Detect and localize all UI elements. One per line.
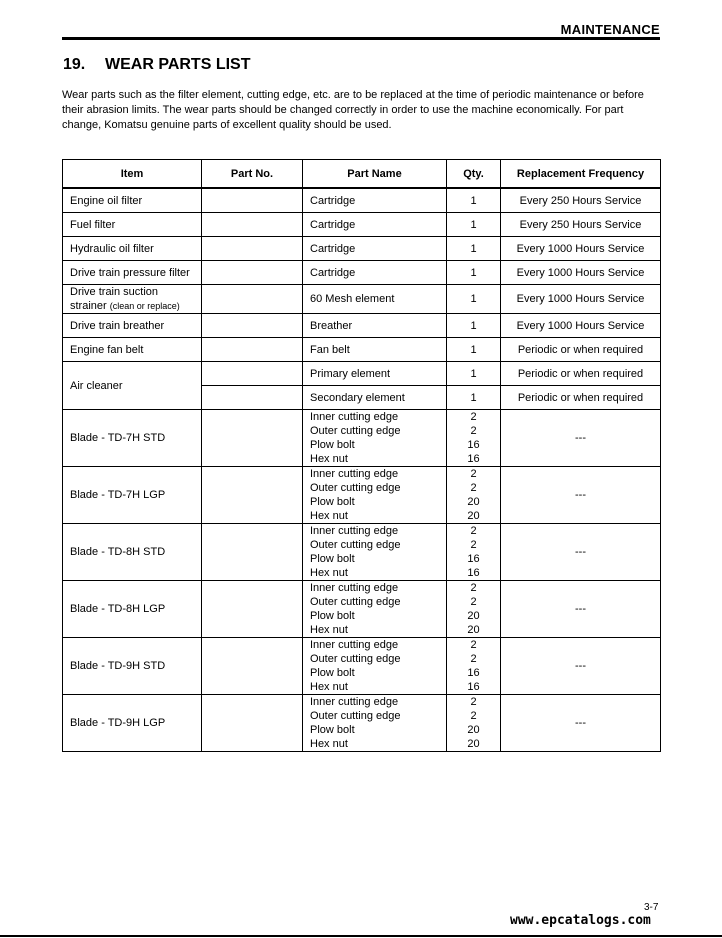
part-line: Outer cutting edge [310, 653, 401, 665]
part-line: Plow bolt [310, 553, 355, 565]
part-line: Hex nut [310, 510, 348, 522]
table-row [63, 467, 661, 524]
cell-part-name: Primary element [303, 362, 447, 386]
item-line [70, 299, 194, 313]
qty-line: 20 [467, 624, 480, 636]
qty-line: 20 [467, 510, 480, 522]
item-note: (clean or replace) [109, 301, 180, 311]
table-row [63, 213, 661, 237]
cell-qty: 1 [447, 285, 501, 314]
table-row [63, 338, 661, 362]
part-line: Hex nut [310, 567, 348, 579]
part-line: Inner cutting edge [310, 582, 399, 594]
cell-qty: 1 [447, 362, 501, 386]
cell-item: Blade - TD-7H LGP [63, 467, 202, 524]
cell-item: Blade - TD-9H STD [63, 638, 202, 695]
part-line: Plow bolt [310, 610, 355, 622]
cell-part-name [303, 581, 447, 638]
item-line: Drive train suction [70, 286, 159, 298]
cell-part-no [202, 524, 303, 581]
intro-paragraph: Wear parts such as the filter element, cutting edge, etc. are to be replaced at the time of periodic maintenance or before their abrasion limits. The wear parts should be changed correctly in order to use the machine economically. For part change, Komatsu genuine parts of excellent quality should be used. [62, 89, 644, 131]
cell-frequency: --- [501, 410, 661, 467]
cell-item: Engine fan belt [63, 338, 202, 362]
cell-part-name: Cartridge [303, 237, 447, 261]
page-number: 3-7 [644, 902, 659, 913]
cell-part-name: Cartridge [303, 213, 447, 237]
cell-part-name: Secondary element [303, 386, 447, 410]
cell-frequency: --- [501, 524, 661, 581]
cell-qty [447, 638, 501, 695]
qty-line: 2 [470, 525, 477, 537]
qty-line: 16 [467, 567, 480, 579]
qty-line: 2 [470, 696, 477, 708]
qty-line: 16 [467, 453, 480, 465]
part-line: Hex nut [310, 681, 348, 693]
cell-frequency: Every 1000 Hours Service [501, 261, 661, 285]
cell-frequency: Every 250 Hours Service [501, 213, 661, 237]
item-text: strainer [70, 300, 107, 312]
qty-line: 16 [467, 681, 480, 693]
cell-item: Hydraulic oil filter [63, 237, 202, 261]
part-line: Plow bolt [310, 724, 355, 736]
part-line: Inner cutting edge [310, 696, 399, 708]
table-header-row [63, 160, 661, 189]
table-row [63, 695, 661, 752]
cell-qty: 1 [447, 261, 501, 285]
qty-line: 16 [467, 667, 480, 679]
qty-line: 2 [470, 539, 477, 551]
cell-qty: 1 [447, 338, 501, 362]
part-line: Hex nut [310, 624, 348, 636]
cell-item: Fuel filter [63, 213, 202, 237]
qty-line: 20 [467, 738, 480, 750]
part-line: Inner cutting edge [310, 639, 399, 651]
table-row [63, 237, 661, 261]
cell-frequency: Every 1000 Hours Service [501, 314, 661, 338]
col-header-part-name: Part Name [303, 160, 447, 189]
part-line: Inner cutting edge [310, 411, 399, 423]
cell-part-no [202, 237, 303, 261]
cell-qty: 1 [447, 314, 501, 338]
cell-frequency: Periodic or when required [501, 386, 661, 410]
cell-part-name [303, 695, 447, 752]
col-header-part-no: Part No. [202, 160, 303, 189]
cell-item: Blade - TD-8H LGP [63, 581, 202, 638]
cell-frequency: --- [501, 638, 661, 695]
cell-part-no [202, 285, 303, 314]
cell-qty: 1 [447, 213, 501, 237]
cell-part-no [202, 581, 303, 638]
part-line: Plow bolt [310, 439, 355, 451]
cell-frequency: Every 1000 Hours Service [501, 285, 661, 314]
part-line: Inner cutting edge [310, 525, 399, 537]
cell-item: Air cleaner [63, 362, 202, 410]
qty-line: 2 [470, 425, 477, 437]
cell-qty [447, 410, 501, 467]
cell-qty: 1 [447, 386, 501, 410]
cell-part-name: Cartridge [303, 188, 447, 213]
cell-part-no [202, 467, 303, 524]
cell-part-name: Breather [303, 314, 447, 338]
table-row [63, 524, 661, 581]
part-line: Outer cutting edge [310, 482, 401, 494]
cell-item [63, 285, 202, 314]
cell-part-no [202, 338, 303, 362]
cell-part-no [202, 362, 303, 386]
qty-line: 2 [470, 468, 477, 480]
cell-part-no [202, 386, 303, 410]
cell-part-no [202, 188, 303, 213]
table-row [63, 261, 661, 285]
cell-qty: 1 [447, 237, 501, 261]
cell-part-name: Fan belt [303, 338, 447, 362]
page-title [63, 56, 250, 74]
cell-part-no [202, 410, 303, 467]
watermark-text: www.epcatalogs.com [510, 913, 651, 928]
col-header-frequency: Replacement Frequency [501, 160, 661, 189]
section-title: WEAR PARTS LIST [105, 56, 251, 73]
cell-part-no [202, 261, 303, 285]
cell-part-name [303, 410, 447, 467]
qty-line: 16 [467, 439, 480, 451]
qty-line: 20 [467, 724, 480, 736]
cell-part-name [303, 524, 447, 581]
part-line: Outer cutting edge [310, 539, 401, 551]
table-row [63, 362, 661, 386]
cell-item: Drive train breather [63, 314, 202, 338]
wear-parts-table [62, 159, 661, 752]
table-row [63, 581, 661, 638]
part-line: Outer cutting edge [310, 425, 401, 437]
part-line: Outer cutting edge [310, 596, 401, 608]
cell-item: Blade - TD-7H STD [63, 410, 202, 467]
cell-part-no [202, 638, 303, 695]
table-row [63, 638, 661, 695]
qty-line: 2 [470, 653, 477, 665]
part-line: Outer cutting edge [310, 710, 401, 722]
cell-frequency: --- [501, 581, 661, 638]
qty-line: 20 [467, 610, 480, 622]
table-row [63, 314, 661, 338]
part-line: Plow bolt [310, 667, 355, 679]
cell-qty [447, 581, 501, 638]
cell-qty [447, 524, 501, 581]
qty-line: 2 [470, 482, 477, 494]
cell-qty [447, 695, 501, 752]
table-row [63, 410, 661, 467]
footer-rule [0, 935, 722, 937]
header-rule [62, 37, 660, 40]
cell-part-name [303, 467, 447, 524]
col-header-item: Item [63, 160, 202, 189]
col-header-qty: Qty. [447, 160, 501, 189]
part-line: Hex nut [310, 453, 348, 465]
cell-item: Blade - TD-9H LGP [63, 695, 202, 752]
cell-item: Drive train pressure filter [63, 261, 202, 285]
cell-qty: 1 [447, 188, 501, 213]
cell-qty [447, 467, 501, 524]
part-line: Hex nut [310, 738, 348, 750]
qty-line: 2 [470, 411, 477, 423]
cell-part-no [202, 695, 303, 752]
section-header: MAINTENANCE [560, 22, 660, 37]
qty-line: 20 [467, 496, 480, 508]
part-line: Inner cutting edge [310, 468, 399, 480]
cell-frequency: Every 1000 Hours Service [501, 237, 661, 261]
qty-line: 2 [470, 582, 477, 594]
cell-frequency: --- [501, 467, 661, 524]
cell-item: Engine oil filter [63, 188, 202, 213]
cell-frequency: Periodic or when required [501, 362, 661, 386]
qty-line: 2 [470, 596, 477, 608]
cell-part-name: Cartridge [303, 261, 447, 285]
cell-part-no [202, 213, 303, 237]
cell-frequency: --- [501, 695, 661, 752]
table-row [63, 188, 661, 213]
cell-frequency: Periodic or when required [501, 338, 661, 362]
cell-frequency: Every 250 Hours Service [501, 188, 661, 213]
qty-line: 2 [470, 639, 477, 651]
cell-part-name: 60 Mesh element [303, 285, 447, 314]
table-row [63, 285, 661, 314]
qty-line: 2 [470, 710, 477, 722]
part-line: Plow bolt [310, 496, 355, 508]
section-number: 19. [63, 56, 86, 73]
qty-line: 16 [467, 553, 480, 565]
cell-part-name [303, 638, 447, 695]
cell-part-no [202, 314, 303, 338]
cell-item: Blade - TD-8H STD [63, 524, 202, 581]
